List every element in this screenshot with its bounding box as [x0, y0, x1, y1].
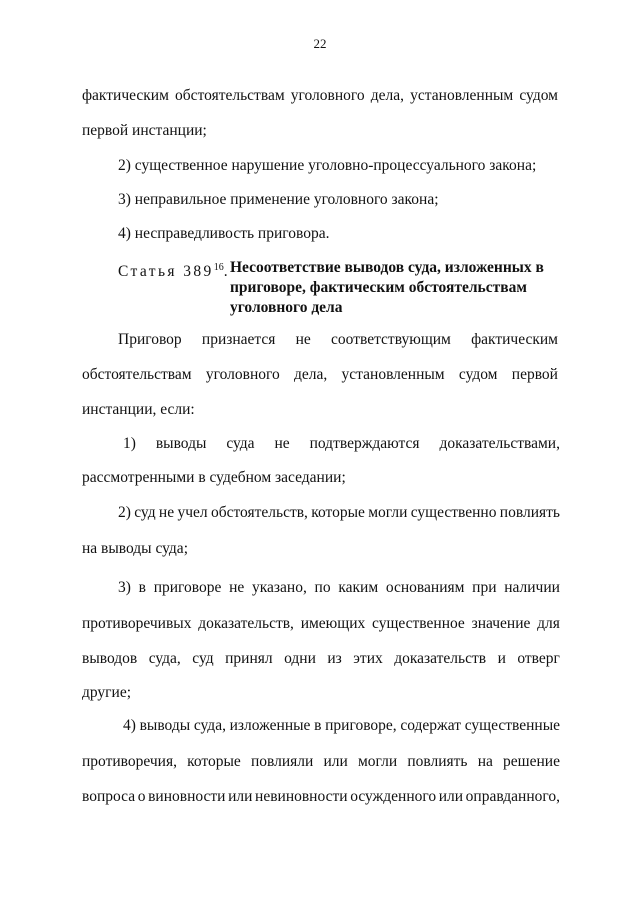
word: признается	[201, 331, 276, 348]
word: при	[472, 579, 497, 596]
article-period: .	[223, 263, 228, 280]
word: существенные	[464, 717, 560, 734]
text-line: рассмотренными в судебном заседании;	[82, 469, 346, 486]
word: в	[138, 579, 146, 596]
word: которые	[311, 504, 365, 521]
word: содержат	[400, 717, 462, 734]
word: выводов	[82, 650, 138, 667]
word: 1)	[123, 435, 136, 452]
word: решение	[503, 753, 560, 770]
ground-3: 3) неправильное применение уголовного закона;	[118, 191, 439, 208]
word: доказательств,	[198, 615, 294, 632]
word: суд	[192, 650, 214, 667]
word: повлияли	[250, 753, 314, 770]
text-line	[82, 86, 558, 106]
word: указано,	[251, 579, 307, 596]
word: дела,	[370, 87, 405, 104]
text-line	[82, 365, 558, 385]
word: приговоре,	[325, 717, 397, 734]
word: значение	[471, 615, 531, 632]
word: судом	[458, 366, 498, 383]
article-label: Статья 389	[118, 263, 214, 280]
word: не	[295, 331, 311, 348]
text-line	[118, 503, 560, 523]
word: осужденного	[350, 788, 437, 805]
word: доказательствами,	[439, 435, 560, 452]
word: обстоятельствам	[82, 366, 192, 383]
word: могли	[358, 753, 398, 770]
word: установленным	[341, 366, 445, 383]
word: уголовного	[205, 366, 280, 383]
word: повлиять	[407, 753, 468, 770]
text-line	[123, 434, 560, 454]
word: наличии	[504, 579, 560, 596]
word: существенное	[372, 615, 465, 632]
word: доказательств	[394, 650, 487, 667]
word: одни	[284, 650, 316, 667]
article-title-line: уголовного дела	[230, 299, 343, 316]
text-line	[123, 716, 560, 736]
text-line: инстанции, если:	[82, 401, 195, 418]
word: или	[228, 788, 253, 805]
word: существенно	[410, 504, 497, 521]
text-line	[82, 787, 560, 807]
word: по	[314, 579, 331, 596]
word: дела,	[294, 366, 328, 383]
word: уголовного	[290, 87, 365, 104]
word: или	[323, 753, 348, 770]
word: изложенные	[229, 717, 311, 734]
word: обстоятельств,	[210, 504, 308, 521]
word: не	[229, 579, 245, 596]
word: суда,	[148, 650, 181, 667]
word: 4)	[123, 717, 136, 734]
word: которые	[187, 753, 241, 770]
word: 2)	[118, 504, 131, 521]
word: суд	[134, 504, 156, 521]
text-line: другие;	[82, 684, 132, 701]
word: установленным	[410, 87, 514, 104]
word: могли	[368, 504, 408, 521]
word: Приговор	[118, 331, 182, 348]
word: не	[274, 435, 290, 452]
word: и	[497, 650, 506, 667]
word: первой	[511, 366, 558, 383]
word: принял	[225, 650, 273, 667]
word: выводы	[155, 435, 207, 452]
word: каким	[338, 579, 379, 596]
word: противоречивых	[82, 615, 192, 632]
word: выводы	[139, 717, 191, 734]
article-superscript: 16	[213, 262, 224, 273]
text-line: на выводы суда;	[82, 540, 188, 557]
word: фактическим	[82, 87, 169, 104]
page-number: 22	[313, 36, 327, 51]
text-line	[118, 578, 560, 598]
word: или	[438, 788, 464, 805]
text-line	[82, 649, 560, 669]
ground-2: 2) существенное нарушение уголовно-процессуального закона;	[118, 157, 537, 174]
ground-4: 4) несправедливость приговора.	[118, 225, 330, 242]
word: о	[137, 788, 146, 805]
word: повлиять	[499, 504, 560, 521]
word: учел	[177, 504, 208, 521]
word: этих	[353, 650, 383, 667]
word: судом	[519, 87, 558, 104]
word: суда	[226, 435, 255, 452]
word: из	[327, 650, 342, 667]
word: обстоятельствам	[175, 87, 285, 104]
word: 3)	[118, 579, 131, 596]
word: приговоре	[153, 579, 222, 596]
word: фактическим	[471, 331, 558, 348]
article-title-line: Несоответствие выводов суда, изложенных в	[230, 259, 544, 276]
article-title-line: приговоре, фактическим обстоятельствам	[230, 279, 527, 296]
word: суда,	[193, 717, 226, 734]
word: оправданного,	[465, 788, 560, 805]
word: вопроса	[82, 788, 136, 805]
word: не	[158, 504, 175, 521]
word: подтверждаются	[309, 435, 420, 452]
word: виновности	[148, 788, 226, 805]
word: на	[477, 753, 493, 770]
word: имеющих	[300, 615, 366, 632]
text-line	[82, 752, 560, 772]
article-title	[230, 258, 550, 318]
word: противоречия,	[82, 753, 177, 770]
word: соответствующим	[331, 331, 451, 348]
text-line	[82, 614, 560, 634]
word: в	[314, 717, 322, 734]
word: невиновности	[255, 788, 348, 805]
text-line: первой инстанции;	[82, 122, 207, 139]
word: для	[537, 615, 560, 632]
word: основаниям	[385, 579, 465, 596]
word: отверг	[517, 650, 560, 667]
text-line	[118, 330, 558, 350]
article-heading	[118, 258, 544, 316]
